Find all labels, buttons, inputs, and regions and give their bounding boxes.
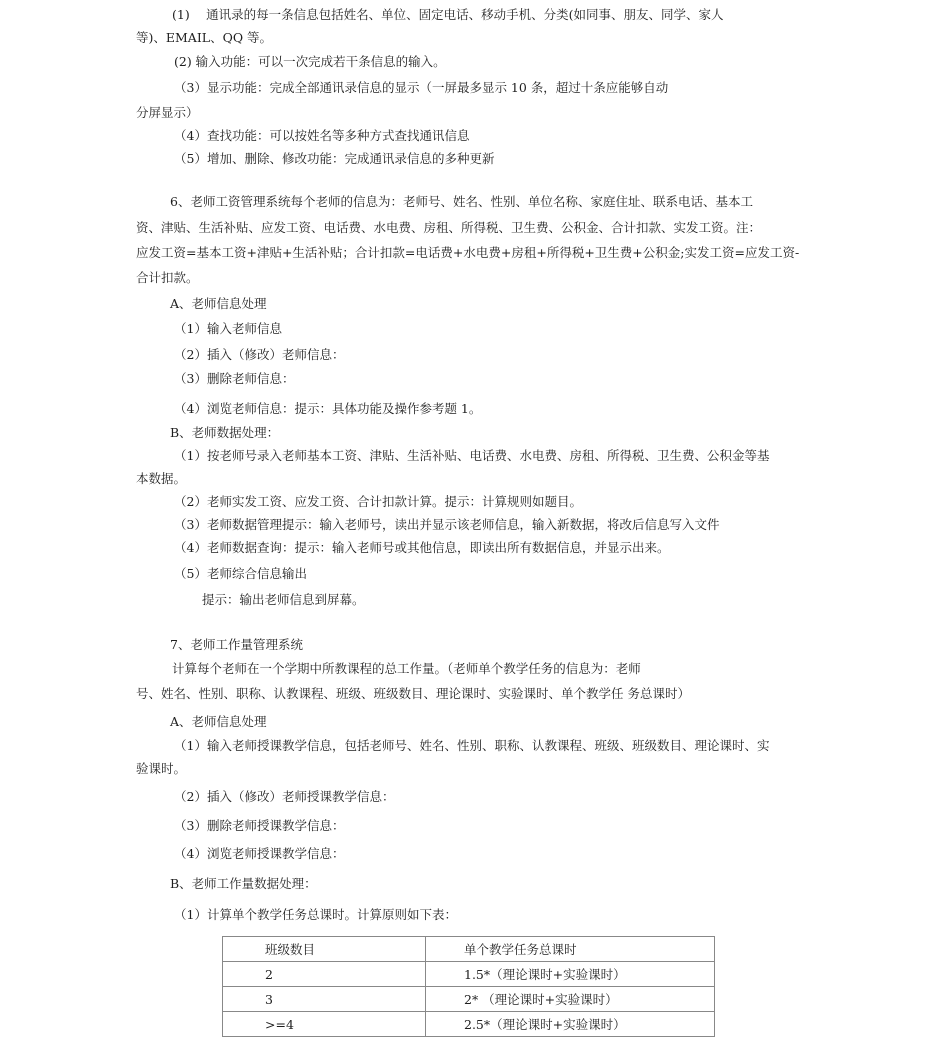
text-line: 分屏显示） bbox=[136, 105, 199, 120]
text-line: 合计扣款。 bbox=[136, 270, 199, 285]
text-line: （4）查找功能：可以按姓名等多种方式查找通讯信息 bbox=[174, 128, 470, 143]
text-line: （3）删除老师信息： bbox=[174, 371, 295, 386]
table-row bbox=[223, 962, 715, 987]
table-cell: >=4 bbox=[223, 1012, 426, 1037]
text-line: （1）计算单个教学任务总课时。计算原则如下表： bbox=[174, 907, 457, 922]
section-heading: 6、老师工资管理系统每个老师的信息为：老师号、姓名、性别、单位名称、家庭住址、联系电话、基本工 bbox=[170, 194, 753, 209]
text-line: 应发工资=基本工资+津贴+生活补贴；合计扣款=电话费+水电费+房租+所得税+卫生费+公积金;实发工资=应发工资- bbox=[136, 245, 800, 260]
table-row bbox=[223, 987, 715, 1012]
text-line: （2）老师实发工资、应发工资、合计扣款计算。提示：计算规则如题目。 bbox=[174, 494, 582, 509]
table-cell: 1.5*（理论课时+实验课时） bbox=[426, 962, 715, 987]
table-cell: 3 bbox=[223, 987, 426, 1012]
text-line: 提示：输出老师信息到屏幕。 bbox=[202, 592, 365, 607]
text-line: 计算每个老师在一个学期中所教课程的总工作量。（老师单个教学任务的信息为：老师 bbox=[172, 661, 641, 676]
subsection-heading: A、老师信息处理 bbox=[170, 296, 267, 311]
text-line: 号、姓名、性别、职称、认教课程、班级、班级数目、理论课时、实验课时、单个教学任 务总课时） bbox=[136, 686, 690, 701]
subsection-heading: B、老师工作量数据处理： bbox=[170, 876, 317, 891]
text-line: 验课时。 bbox=[136, 761, 187, 776]
subsection-heading: B、老师数据处理： bbox=[170, 425, 280, 440]
table-header-row bbox=[223, 937, 715, 962]
table-header-cell: 班级数目 bbox=[223, 937, 426, 962]
table-cell: 2* （理论课时+实验课时） bbox=[426, 987, 715, 1012]
text-line: 资、津贴、生活补贴、应发工资、电话费、水电费、房租、所得税、卫生费、公积金、合计扣款、实发工资。注： bbox=[136, 220, 762, 235]
text-line: （3）显示功能：完成全部通讯录信息的显示（一屏最多显示 10 条，超过十条应能够自动 bbox=[174, 80, 669, 95]
text-line: （2）插入（修改）老师授课教学信息： bbox=[174, 789, 395, 804]
text-line: (2) 输入功能：可以一次完成若干条信息的输入。 bbox=[174, 54, 446, 69]
text-line: （3）删除老师授课教学信息： bbox=[174, 818, 345, 833]
text-line: （5）老师综合信息输出 bbox=[174, 566, 307, 581]
text-line: （4）浏览老师信息：提示：具体功能及操作参考题 1。 bbox=[174, 401, 482, 416]
text-line: （1）输入老师授课教学信息，包括老师号、姓名、性别、职称、认教课程、班级、班级数目、理论课时、实 bbox=[174, 738, 770, 753]
text-line: （1）按老师号录入老师基本工资、津贴、生活补贴、电话费、水电费、房租、所得税、卫生费、公积金等基 bbox=[174, 448, 770, 463]
section-heading: 7、老师工作量管理系统 bbox=[170, 637, 303, 652]
text-line: （4）老师数据查询：提示：输入老师号或其他信息，即读出所有数据信息，并显示出来。 bbox=[174, 540, 670, 555]
text-line: 本数据。 bbox=[136, 471, 187, 486]
table-row bbox=[223, 1012, 715, 1037]
text-line: (1) 通讯录的每一条信息包括姓名、单位、固定电话、移动手机、分类(如同事、朋友、同学、家人 bbox=[172, 7, 724, 22]
table-cell: 2.5*（理论课时+实验课时） bbox=[426, 1012, 715, 1037]
text-line: （2）插入（修改）老师信息： bbox=[174, 347, 345, 362]
table-header-cell: 单个教学任务总课时 bbox=[426, 937, 715, 962]
table-cell: 2 bbox=[223, 962, 426, 987]
text-line: 等)、EMAIL、QQ 等。 bbox=[136, 30, 273, 45]
text-line: （4）浏览老师授课教学信息： bbox=[174, 846, 345, 861]
text-line: （3）老师数据管理提示：输入老师号，读出并显示该老师信息，输入新数据，将改后信息写入文件 bbox=[174, 517, 720, 532]
text-line: （5）增加、删除、修改功能：完成通讯录信息的多种更新 bbox=[174, 151, 495, 166]
text-line: （1）输入老师信息 bbox=[174, 321, 282, 336]
subsection-heading: A、老师信息处理 bbox=[170, 714, 267, 729]
course-hours-table bbox=[222, 936, 715, 1037]
